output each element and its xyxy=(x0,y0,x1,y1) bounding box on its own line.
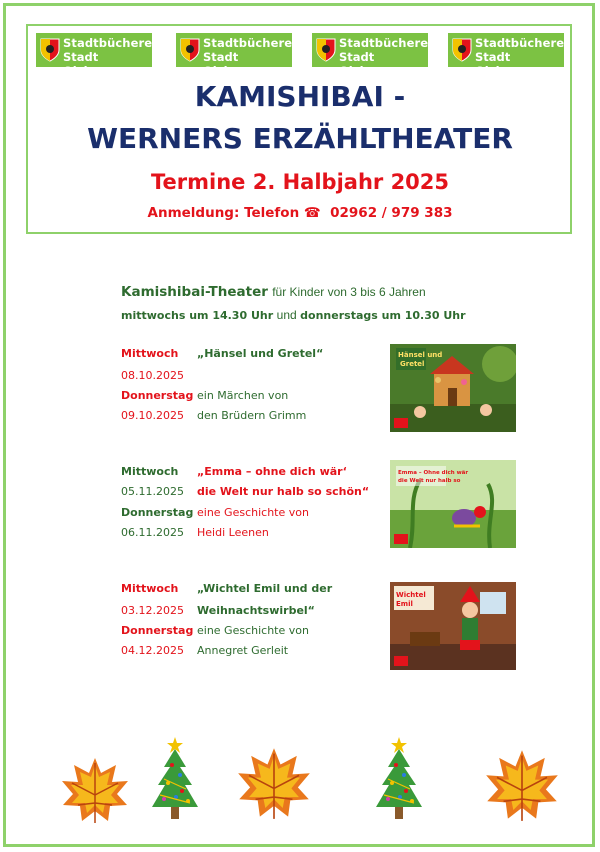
svg-text:Emma – Ohne dich wär: Emma – Ohne dich wär xyxy=(398,470,469,476)
logo-line1: Stadtbücherei xyxy=(339,36,433,50)
page-title-line1: KAMISHIBAI - xyxy=(194,80,406,113)
event2-day2: Donnerstag xyxy=(121,506,194,519)
event2-cover-image xyxy=(390,460,516,548)
library-logo xyxy=(312,33,433,78)
logo-line2: Stadt Olsberg xyxy=(203,50,254,78)
library-logo xyxy=(36,33,157,78)
event3-desc: eine Geschichte von xyxy=(197,624,309,637)
event1-desc: ein Märchen von xyxy=(197,389,289,402)
event2-date1: 05.11.2025 xyxy=(121,485,184,498)
event3-title-line1: „Wichtel Emil und der xyxy=(197,582,333,595)
svg-text:Gretel: Gretel xyxy=(400,360,425,368)
svg-text:die Welt nur halb so: die Welt nur halb so xyxy=(398,478,461,484)
logo-line2: Stadt Olsberg xyxy=(339,50,390,78)
svg-text:Emil: Emil xyxy=(396,600,413,608)
intro-title: Kamishibai-Theater xyxy=(121,284,268,300)
event3-cover-image xyxy=(390,582,516,670)
logo-line1: Stadtbücherei xyxy=(475,36,569,50)
registration-label: Anmeldung: Telefon xyxy=(147,205,300,221)
intro-time1: mittwochs um 14.30 Uhr xyxy=(121,309,274,322)
event1-day1: Mittwoch xyxy=(121,347,179,360)
svg-text:Wichtel: Wichtel xyxy=(396,591,426,599)
christmas-tree-icon xyxy=(150,735,200,825)
logo-line2: Stadt Olsberg xyxy=(475,50,526,78)
event1-date2: 09.10.2025 xyxy=(121,409,184,422)
intro-time2: donnerstags um 10.30 Uhr xyxy=(300,309,466,322)
event3-date2: 04.12.2025 xyxy=(121,644,184,657)
event1-date1: 08.10.2025 xyxy=(121,369,184,382)
crest-icon xyxy=(40,38,60,62)
event3-day1: Mittwoch xyxy=(121,582,179,595)
intro-line1 xyxy=(121,284,426,300)
logo-row xyxy=(0,33,600,78)
registration-line xyxy=(0,205,600,221)
crest-icon xyxy=(316,38,336,62)
page-subtitle: Termine 2. Halbjahr 2025 xyxy=(150,170,450,194)
christmas-tree-icon xyxy=(374,735,424,825)
autumn-leaf-icon xyxy=(60,755,130,825)
event2-desc: eine Geschichte von xyxy=(197,506,309,519)
svg-text:Hänsel und: Hänsel und xyxy=(398,351,443,359)
event2-author: Heidi Leenen xyxy=(197,526,269,539)
crest-icon xyxy=(452,38,472,62)
event2-day1: Mittwoch xyxy=(121,465,179,478)
event1-title: „Hänsel und Gretel“ xyxy=(197,347,324,360)
event3-date1: 03.12.2025 xyxy=(121,604,184,617)
crest-icon xyxy=(180,38,200,62)
autumn-leaf-icon xyxy=(484,745,560,825)
event3-author: Annegret Gerleit xyxy=(197,644,289,657)
event1-author: den Brüdern Grimm xyxy=(197,409,307,422)
event2-date2: 06.11.2025 xyxy=(121,526,184,539)
library-logo xyxy=(448,33,569,78)
phone-icon: ☎ xyxy=(303,205,321,221)
event3-title-line2: Weihnachtswirbel“ xyxy=(197,604,315,617)
event1-day2: Donnerstag xyxy=(121,389,194,402)
phone-number[interactable]: 02962 / 979 383 xyxy=(330,205,453,221)
logo-line1: Stadtbücherei xyxy=(63,36,157,50)
event2-title-line2: die Welt nur halb so schön“ xyxy=(197,485,370,498)
library-logo xyxy=(176,33,297,78)
event3-day2: Donnerstag xyxy=(121,624,194,637)
intro-line2 xyxy=(121,308,466,322)
logo-line1: Stadtbücherei xyxy=(203,36,297,50)
autumn-leaf-icon xyxy=(236,740,312,826)
page-title-line2: WERNERS ERZÄHLTHEATER xyxy=(87,122,513,155)
intro-und: und xyxy=(276,308,297,322)
event1-cover-image xyxy=(390,344,516,432)
logo-line2: Stadt Olsberg xyxy=(63,50,114,78)
event2-title-line1: „Emma – ohne dich wär‘ xyxy=(197,465,347,478)
intro-target: für Kinder von 3 bis 6 Jahren xyxy=(272,285,426,299)
